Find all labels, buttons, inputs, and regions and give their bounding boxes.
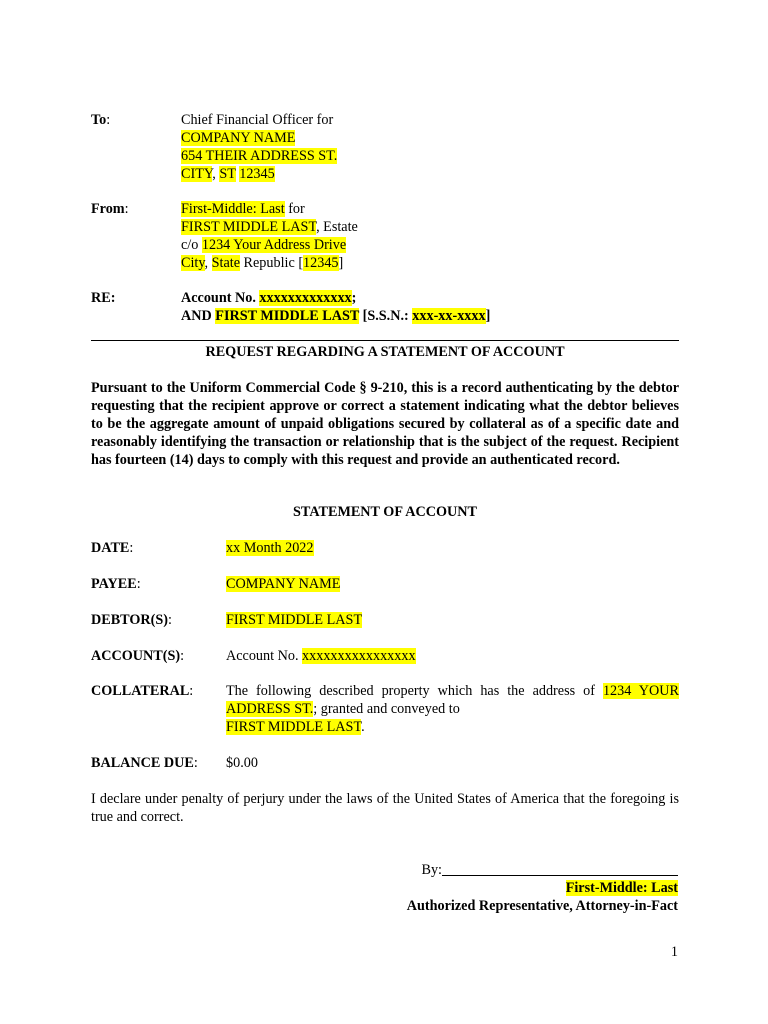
collateral-line-3: FIRST MIDDLE LAST. [226, 719, 365, 735]
payee-label: PAYEE: [91, 576, 141, 592]
payee-value: COMPANY NAME [226, 576, 341, 592]
from-line-1: First-Middle: Last for [181, 201, 305, 217]
re-block [181, 289, 490, 325]
date-label: DATE: [91, 540, 134, 556]
balance-label: BALANCE DUE: [91, 755, 198, 771]
to-line-3: 654 THEIR ADDRESS ST. [181, 148, 338, 164]
debtor-label: DEBTOR(S): [91, 612, 172, 628]
collateral-line-2: ADDRESS ST.; granted and conveyed to [226, 701, 460, 717]
statement-heading: STATEMENT OF ACCOUNT [293, 504, 477, 520]
date-value: xx Month 2022 [226, 540, 314, 556]
from-line-3: c/o 1234 Your Address Drive [181, 237, 347, 253]
divider-rule [91, 340, 679, 341]
from-line-4: City, State Republic [12345] [181, 255, 344, 271]
to-line-2: COMPANY NAME [181, 130, 296, 146]
debtor-value: FIRST MIDDLE LAST [226, 612, 363, 628]
balance-value: $0.00 [226, 755, 258, 771]
to-line-4: CITY, ST 12345 [181, 166, 275, 182]
signature-by-line: By: [422, 861, 679, 879]
collateral-line-1: The following described property which has the address of 1234 YOUR [226, 683, 679, 699]
signature-title: Authorized Representative, Attorney-in-Fact [406, 898, 678, 914]
signature-name: First-Middle: Last [565, 880, 678, 896]
to-label: To: [91, 112, 111, 128]
signature-line [442, 861, 678, 876]
page-number: 1 [670, 944, 678, 960]
declaration-paragraph: I declare under penalty of perjury under the laws of the United States of America that the foregoing is true and correct. [91, 791, 679, 825]
to-line-1: Chief Financial Officer for [181, 112, 334, 128]
request-heading: REQUEST REGARDING A STATEMENT OF ACCOUNT [205, 344, 565, 360]
from-address-block [181, 200, 358, 272]
collateral-label: COLLATERAL: [91, 683, 194, 699]
re-line-1: Account No. xxxxxxxxxxxxx; [181, 290, 357, 306]
account-label: ACCOUNT(S): [91, 648, 185, 664]
from-line-2: FIRST MIDDLE LAST, Estate [181, 219, 358, 235]
collateral-value [226, 682, 679, 736]
to-address-block [181, 111, 337, 183]
re-label: RE: [91, 290, 116, 306]
re-line-2: AND FIRST MIDDLE LAST [S.S.N.: xxx-xx-xxxx] [181, 308, 491, 324]
ucc-paragraph: Pursuant to the Uniform Commercial Code § 9-210, this is a record authenticating by the debtor requesting that the recipient approve or correct a statement indicating what the debtor believes to be the aggregate amount of unpaid obligations secured by collateral as of a specific date and reasonably identifying the transaction or relationship that is the subject of the request. Recipient has fourteen (14) days to comply with this request and provide an authenticated record. [91, 380, 679, 468]
from-label: From: [91, 201, 129, 217]
account-value: Account No. xxxxxxxxxxxxxxxx [226, 648, 416, 664]
